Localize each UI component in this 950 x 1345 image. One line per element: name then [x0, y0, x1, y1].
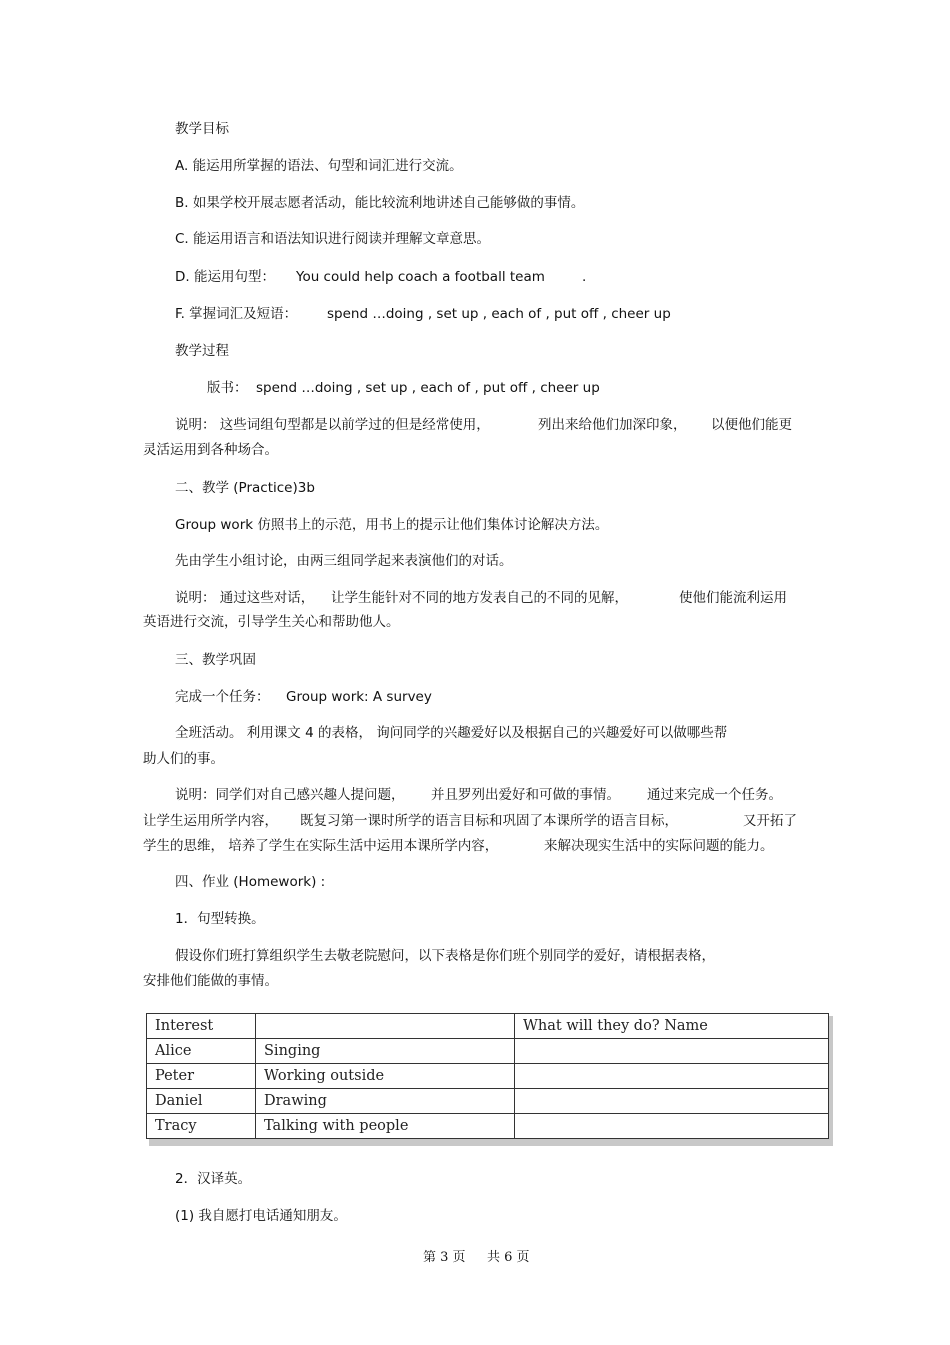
line-goal-c: C. 能运用语言和语法知识进行阅读并理解文章意思。	[175, 231, 491, 247]
section-practice: 二、教学 (Practice)3b	[175, 480, 315, 496]
line-note-1b: 列出来给他们加深印象，	[538, 417, 687, 433]
line-hw-2: 2．汉译英。	[175, 1171, 252, 1187]
table-row	[147, 1039, 829, 1064]
interest-cell: Drawing	[256, 1089, 515, 1114]
line-teaching-process: 教学过程	[175, 343, 229, 359]
line-goal-d-label: D. 能运用句型：	[175, 269, 275, 285]
line-hw-1: 1．句型转换。	[175, 911, 265, 927]
line-note-1-cont: 灵活运用到各种场合。	[143, 442, 278, 458]
line-group-work: Group work 仿照书上的示范，用书上的提示让他们集体讨论解决方法。	[175, 517, 609, 533]
line-class-activity-cont: 助人们的事。	[143, 751, 224, 767]
line-note-1a: 说明： 这些词组句型都是以前学过的但是经常使用，	[175, 417, 490, 433]
line-note-3-cont1c: 又开拓了	[743, 813, 797, 829]
line-goal-d-period: .	[582, 269, 587, 285]
section-consolidation: 三、教学巩固	[175, 652, 256, 668]
interest-cell: Talking with people	[256, 1114, 515, 1139]
line-note-3a: 说明：同学们对自己感兴趣人提问题，	[175, 787, 405, 803]
name-cell: Alice	[147, 1039, 256, 1064]
line-goal-f-label: F. 掌握词汇及短语：	[175, 306, 298, 322]
task-cell	[515, 1114, 829, 1139]
line-note-2c: 使他们能流利运用	[679, 590, 787, 606]
line-note-2b: 让学生能针对不同的地方发表自己的不同的见解，	[331, 590, 628, 606]
line-note-1c: 以便他们能更	[711, 417, 792, 433]
line-note-3-cont1a: 让学生运用所学内容，	[143, 813, 278, 829]
name-cell: Daniel	[147, 1089, 256, 1114]
line-goal-b: B. 如果学校开展志愿者活动，能比较流利地讲述自己能够做的事情。	[175, 195, 585, 211]
line-note-3-cont1b: 既复习第一课时所学的语言目标和巩固了本课所学的语言目标，	[300, 813, 678, 829]
line-hw-2-item1: (1) 我自愿打电话通知朋友。	[175, 1208, 347, 1224]
task-cell	[515, 1089, 829, 1114]
header-cell: What will they do? Name	[515, 1014, 829, 1039]
table-header-row	[147, 1014, 829, 1039]
line-class-activity: 全班活动。 利用课文 4 的表格， 询问同学的兴趣爱好以及根据自己的兴趣爱好可以做哪些帮	[175, 725, 728, 741]
task-cell	[515, 1064, 829, 1089]
line-note-2a: 说明： 通过这些对话，	[175, 590, 315, 606]
table-row	[147, 1114, 829, 1139]
interest-cell: Singing	[256, 1039, 515, 1064]
line-task-label: 完成一个任务：	[175, 689, 270, 705]
line-hw-1-desc: 假设你们班打算组织学生去敬老院慰问，以下表格是你们班个别同学的爱好，请根据表格，	[175, 948, 715, 964]
table-row	[147, 1089, 829, 1114]
header-cell: Interest	[147, 1014, 256, 1039]
line-teaching-goals: 教学目标	[175, 121, 229, 137]
name-cell: Peter	[147, 1064, 256, 1089]
line-goal-a: A. 能运用所掌握的语法、句型和词汇进行交流。	[175, 158, 463, 174]
line-goal-d-sentence: You could help coach a football team	[296, 269, 545, 285]
line-note-2-cont: 英语进行交流，引导学生关心和帮助他人。	[143, 614, 400, 630]
page-number: 第 3 页	[423, 1250, 466, 1265]
interest-table	[146, 1013, 829, 1139]
line-hw-1-desc-cont: 安排他们能做的事情。	[143, 973, 278, 989]
section-homework: 四、作业 (Homework) :	[175, 874, 326, 890]
table-row	[147, 1064, 829, 1089]
line-group-discussion: 先由学生小组讨论，由两三组同学起来表演他们的对话。	[175, 553, 513, 569]
line-board-phrases: spend …doing , set up , each of , put off , cheer up	[256, 380, 600, 396]
header-cell	[256, 1014, 515, 1039]
line-board-label: 版书：	[207, 380, 248, 396]
line-task-name: Group work: A survey	[286, 689, 432, 705]
line-goal-f-phrases: spend …doing , set up , each of , put off , cheer up	[327, 306, 671, 322]
name-cell: Tracy	[147, 1114, 256, 1139]
task-cell	[515, 1039, 829, 1064]
line-note-3c: 通过来完成一个任务。	[647, 787, 782, 803]
line-note-3-cont2a: 学生的思维， 培养了学生在实际生活中运用本课所学内容，	[143, 838, 499, 854]
interest-cell: Working outside	[256, 1064, 515, 1089]
page-total: 共 6 页	[487, 1250, 530, 1265]
line-note-3-cont2b: 来解决现实生活中的实际问题的能力。	[544, 838, 774, 854]
line-note-3b: 并且罗列出爱好和可做的事情。	[431, 787, 620, 803]
